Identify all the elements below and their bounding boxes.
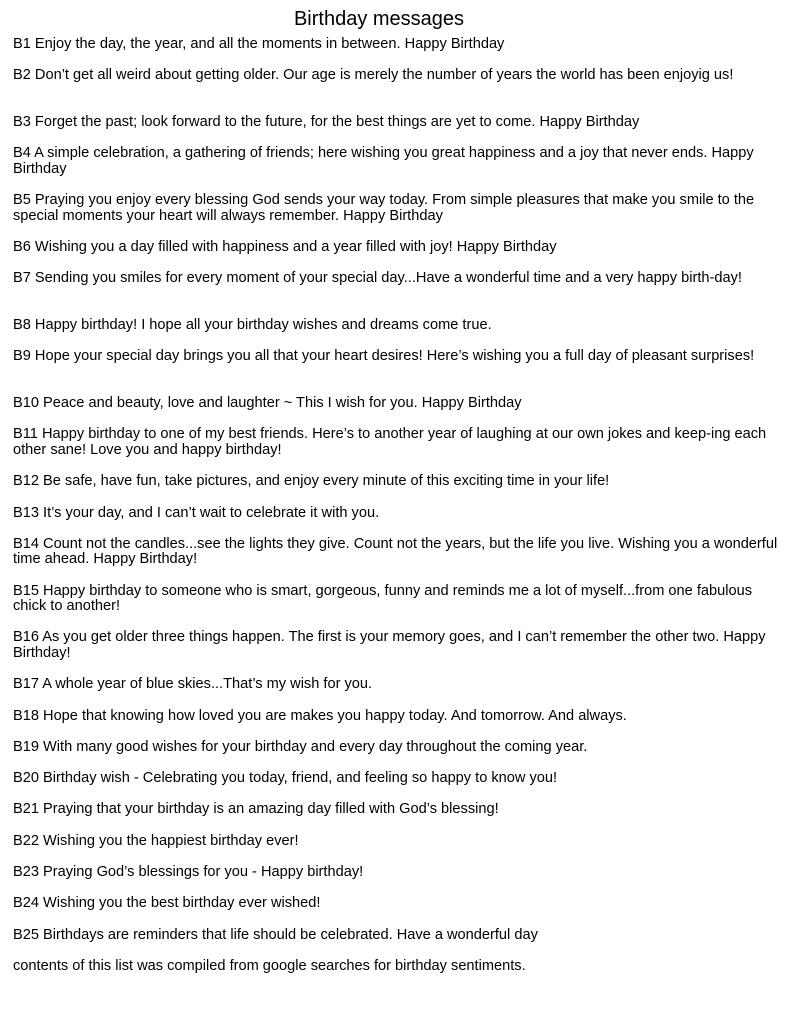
message-b19 — [13, 740, 783, 771]
message-text: Enjoy the day, the year, and all the moments in between. Happy Birthday — [34, 36, 505, 52]
message-id: B12 — [13, 473, 39, 490]
page-title: Birthday messages — [293, 8, 465, 30]
message-b23 — [13, 865, 783, 896]
message-b9 — [13, 349, 783, 396]
message-text: Hope that knowing how loved you are makes you happy today. And tomorrow. And always. — [43, 707, 627, 724]
message-text: Happy birthday to one of my best friends. Here’s to another year of laughing at our own jokes and keep-ing each other sane! Love you and happy birthday! — [13, 426, 767, 458]
message-text: Count not the candles...see the lights they give. Count not the years, but the life you live. Wishing you a wonderful time ahead. Happy Birthday! — [13, 535, 778, 568]
message-b3 — [13, 115, 783, 146]
message-b2 — [13, 68, 783, 115]
message-id: B15 — [13, 582, 39, 599]
message-b13 — [13, 506, 783, 537]
message-id: B25 — [13, 926, 39, 943]
message-b14 — [13, 537, 783, 584]
message-id: B14 — [13, 535, 39, 552]
message-text: Be safe, have fun, take pictures, and enjoy every minute of this exciting time in your life! — [43, 473, 610, 490]
message-id: B24 — [13, 895, 39, 912]
message-b21 — [13, 802, 783, 833]
message-id: B9 — [13, 348, 31, 365]
message-text: Forget the past; look forward to the future, for the best things are yet to come. Happy Birthday — [34, 114, 640, 131]
message-text: With many good wishes for your birthday and every day throughout the coming year. — [43, 738, 588, 755]
message-id: B19 — [13, 738, 39, 755]
message-text: Peace and beauty, love and laughter ~ This I wish for you. Happy Birthday — [43, 395, 522, 412]
message-text: Praying God’s blessings for you - Happy birthday! — [43, 864, 364, 881]
message-text: Don’t get all weird about getting older. Our age is merely the number of years the world has been enjoyig us! — [34, 67, 734, 84]
message-text: A whole year of blue skies...That’s my wish for you. — [42, 676, 373, 693]
message-id: B3 — [13, 114, 31, 131]
message-b22 — [13, 834, 783, 865]
message-text: Happy birthday! I hope all your birthday wishes and dreams come true. — [34, 317, 492, 334]
message-id: B1 — [13, 36, 31, 52]
message-id: B7 — [13, 270, 31, 287]
message-id: B21 — [13, 801, 39, 818]
message-b24 — [13, 896, 783, 927]
message-text: Wishing you the happiest birthday ever! — [43, 832, 299, 849]
message-id: B13 — [13, 504, 39, 521]
message-id: B5 — [13, 192, 31, 209]
message-b7 — [13, 271, 783, 318]
message-id: B2 — [13, 67, 31, 84]
message-id: B11 — [13, 426, 38, 443]
message-b5 — [13, 193, 783, 240]
message-b8 — [13, 318, 783, 349]
message-text: Birthdays are reminders that life should be celebrated. Have a wonderful day — [43, 926, 538, 943]
message-text: Sending you smiles for every moment of your special day...Have a wonderful time and a very happy birth-day! — [34, 270, 742, 287]
message-id: B4 — [13, 145, 31, 162]
message-text: Praying you enjoy every blessing God sends your way today. From simple pleasures that make you smile to the special moments your heart will always remember. Happy Birthday — [13, 192, 755, 224]
message-id: B18 — [13, 707, 39, 724]
message-b16 — [13, 630, 783, 677]
message-id: B22 — [13, 832, 39, 849]
message-b12 — [13, 474, 783, 505]
message-id: B20 — [13, 770, 39, 787]
message-b10 — [13, 396, 783, 427]
message-id: B23 — [13, 864, 39, 881]
message-id: B17 — [13, 676, 39, 693]
message-b18 — [13, 709, 783, 740]
message-text: Wishing you a day filled with happiness and a year filled with joy! Happy Birthday — [34, 238, 557, 255]
message-b17 — [13, 677, 783, 708]
message-text: Wishing you the best birthday ever wished! — [43, 895, 321, 912]
message-b20 — [13, 771, 783, 802]
message-list — [13, 37, 783, 974]
message-text: Hope your special day brings you all that your heart desires! Here’s wishing you a full day of pleasant surprises! — [34, 348, 755, 365]
message-text: A simple celebration, a gathering of friends; here wishing you great happiness and a joy that never ends. Happy Birthday — [13, 145, 754, 177]
footer-note: contents of this list was compiled from google searches for birthday sentiments. — [13, 957, 526, 974]
message-b4 — [13, 146, 783, 193]
message-id: B6 — [13, 238, 31, 255]
message-b1 — [13, 37, 783, 68]
message-id: B10 — [13, 395, 39, 412]
message-id: B8 — [13, 317, 31, 334]
message-b25 — [13, 928, 783, 959]
message-text: Praying that your birthday is an amazing day filled with God’s blessing! — [43, 801, 499, 818]
message-b6 — [13, 240, 783, 271]
message-text: It’s your day, and I can’t wait to celebrate it with you. — [43, 504, 380, 521]
message-id: B16 — [13, 629, 39, 646]
message-text: Happy birthday to someone who is smart, gorgeous, funny and reminds me a lot of myself...from one fabulous chick to another! — [13, 582, 752, 615]
message-text: As you get older three things happen. The first is your memory goes, and I can’t remember the other two. Happy Birthday! — [13, 629, 766, 661]
message-text: Birthday wish - Celebrating you today, friend, and feeling so happy to know you! — [43, 770, 558, 787]
message-b15 — [13, 584, 783, 631]
message-b11 — [13, 427, 783, 474]
